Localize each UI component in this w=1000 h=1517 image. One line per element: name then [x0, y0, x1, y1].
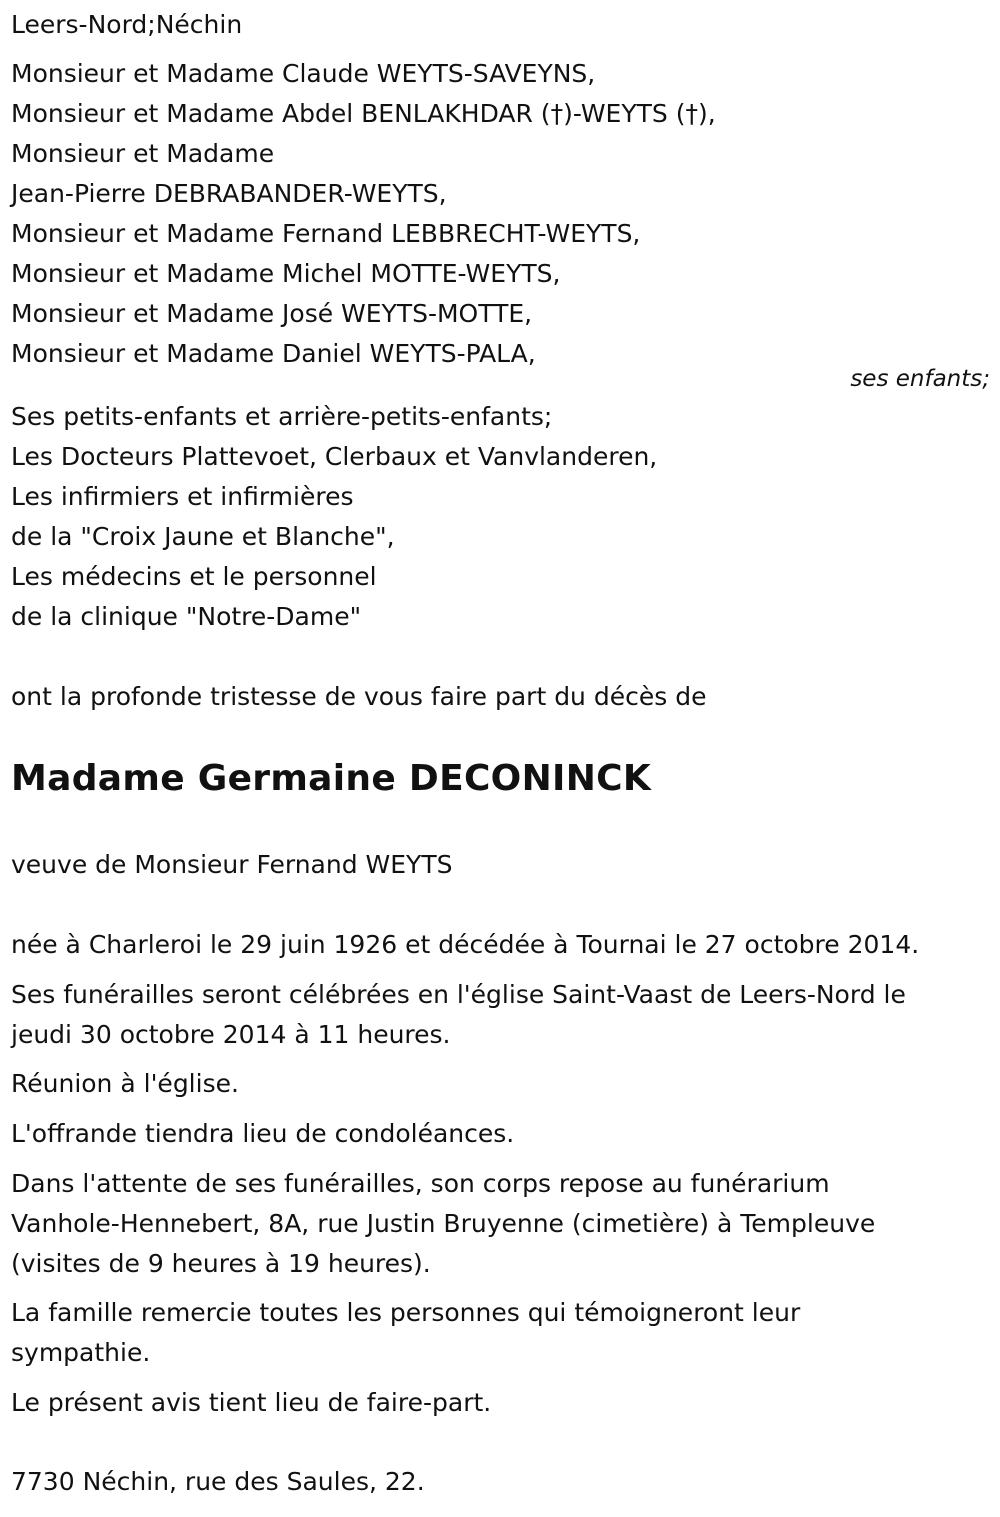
widow-of: veuve de Monsieur Fernand WEYTS — [11, 850, 453, 879]
child-line: Monsieur et Madame Claude WEYTS-SAVEYNS, — [11, 59, 596, 88]
announcement: ont la profonde tristesse de vous faire part du décès de — [11, 682, 707, 711]
mourner-line: Les Docteurs Plattevoet, Clerbaux et Vanvlanderen, — [11, 442, 658, 471]
locality: Leers-Nord;Néchin — [11, 10, 243, 39]
offering-info: L'offrande tiendra lieu de condoléances. — [11, 1119, 515, 1148]
repose-line: Vanhole-Hennebert, 8A, rue Justin Bruyenne (cimetière) à Templeuve — [11, 1209, 876, 1238]
deceased-name: Madame Germaine DECONINCK — [11, 758, 652, 799]
children-label: ses enfants; — [850, 366, 990, 392]
meeting-info: Réunion à l'église. — [11, 1069, 239, 1098]
mourner-line: de la "Croix Jaune et Blanche", — [11, 522, 395, 551]
thanks-line: sympathie. — [11, 1338, 151, 1367]
thanks-line: La famille remercie toutes les personnes qui témoigneront leur — [11, 1298, 801, 1327]
funeral-line: jeudi 30 octobre 2014 à 11 heures. — [11, 1020, 451, 1049]
repose-line: (visites de 9 heures à 19 heures). — [11, 1249, 431, 1278]
child-line: Monsieur et Madame Fernand LEBBRECHT-WEYTS, — [11, 219, 641, 248]
child-line: Monsieur et Madame — [11, 139, 275, 168]
child-line: Monsieur et Madame Michel MOTTE-WEYTS, — [11, 259, 561, 288]
birth-death: née à Charleroi le 29 juin 1926 et décédée à Tournai le 27 octobre 2014. — [11, 930, 920, 959]
child-line: Monsieur et Madame José WEYTS-MOTTE, — [11, 299, 533, 328]
child-line: Monsieur et Madame Abdel BENLAKHDAR (†)-WEYTS (†), — [11, 99, 716, 128]
mourner-line: Les médecins et le personnel — [11, 562, 377, 591]
child-line: Monsieur et Madame Daniel WEYTS-PALA, — [11, 339, 536, 368]
notice-info: Le présent avis tient lieu de faire-part. — [11, 1388, 492, 1417]
mourner-line: de la clinique "Notre-Dame" — [11, 602, 362, 631]
address: 7730 Néchin, rue des Saules, 22. — [11, 1467, 425, 1496]
mourner-line: Les infirmiers et infirmières — [11, 482, 354, 511]
repose-line: Dans l'attente de ses funérailles, son corps repose au funérarium — [11, 1169, 830, 1198]
funeral-line: Ses funérailles seront célébrées en l'église Saint-Vaast de Leers-Nord le — [11, 980, 906, 1009]
child-line: Jean-Pierre DEBRABANDER-WEYTS, — [11, 179, 447, 208]
mourner-line: Ses petits-enfants et arrière-petits-enfants; — [11, 402, 553, 431]
